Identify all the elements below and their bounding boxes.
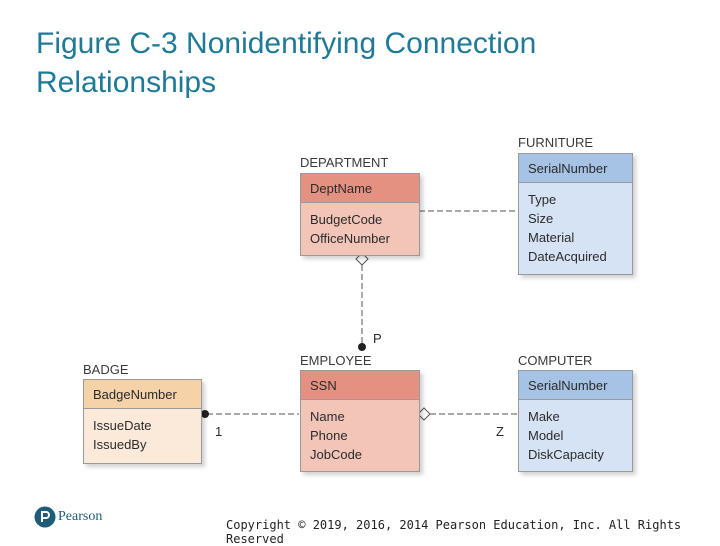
attribute-list <box>84 409 201 463</box>
attribute-list <box>519 183 632 274</box>
label-1: 1 <box>215 424 223 439</box>
attribute: BudgetCode <box>310 212 383 227</box>
label-p: P <box>373 331 382 346</box>
badge-dot <box>201 410 209 418</box>
entity-name: FURNITURE <box>518 135 594 150</box>
attribute-list <box>301 400 419 471</box>
attribute: Size <box>528 211 554 226</box>
attribute: Model <box>528 428 564 443</box>
primary-key: BadgeNumber <box>84 380 201 409</box>
entity-box <box>83 379 202 464</box>
attribute: Type <box>528 192 557 207</box>
attribute: DateAcquired <box>528 249 607 264</box>
title-line-2: Relationships <box>36 66 217 99</box>
primary-key: SerialNumber <box>519 371 632 400</box>
attribute: Name <box>310 409 345 424</box>
attribute: Material <box>528 230 575 245</box>
entity-box <box>518 370 633 472</box>
attribute: DiskCapacity <box>528 447 604 462</box>
title-line-1: Figure C-3 Nonidentifying Connection <box>36 27 537 60</box>
attribute: Phone <box>310 428 348 443</box>
attribute: IssueDate <box>93 418 152 433</box>
employee-top-dot <box>358 343 366 351</box>
pearson-p-icon <box>34 506 56 528</box>
attribute: OfficeNumber <box>310 231 390 246</box>
pearson-logo <box>34 506 103 530</box>
entity-name: COMPUTER <box>518 353 593 368</box>
entity-name: EMPLOYEE <box>300 353 372 368</box>
entity-name: DEPARTMENT <box>300 155 389 170</box>
attribute: JobCode <box>310 447 363 462</box>
attribute-list <box>301 203 419 255</box>
entity-name: BADGE <box>83 362 129 377</box>
primary-key: DeptName <box>301 174 419 203</box>
entity-box <box>300 370 420 472</box>
entity-box <box>518 153 633 275</box>
entity-box <box>300 173 420 256</box>
primary-key: SSN <box>301 371 419 400</box>
attribute: Make <box>528 409 560 424</box>
logo-text: Pearson <box>58 509 103 524</box>
attribute-list <box>519 400 632 471</box>
copyright-text: Copyright © 2019, 2016, 2014 Pearson Education, Inc. All Rights Reserved <box>226 518 682 546</box>
attribute: IssuedBy <box>93 437 147 452</box>
primary-key: SerialNumber <box>519 154 632 183</box>
label-z: Z <box>496 424 504 439</box>
